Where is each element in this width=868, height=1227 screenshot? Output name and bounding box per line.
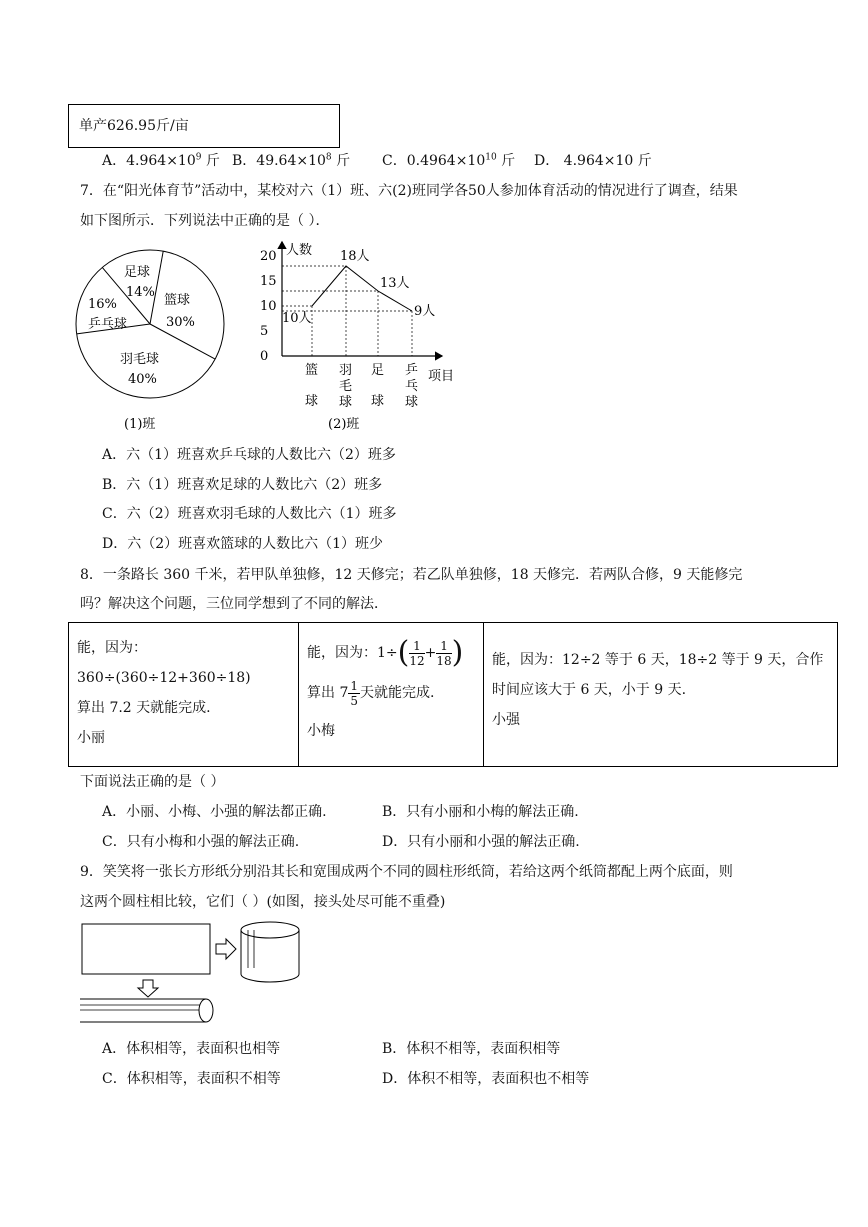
line-chart: [250, 236, 460, 436]
q7-option-c[interactable]: C．六（2）班喜欢羽毛球的人数比六（1）班多: [102, 506, 397, 522]
q8-stem-line1: 8．一条路长 360 千米，若甲队单独修，12 天修完；若乙队单独修，18 天修完．若两队合修，9 天能修完: [80, 567, 743, 583]
q7-stem-line1: 7．在“阳光体育节”活动中，某校对六（1）班、六(2)班同学各50人参加体育活动的情况进行了调查，结果: [80, 183, 738, 199]
name-xiaoqiang: 小强: [492, 712, 520, 728]
q9-option-d[interactable]: D．体积不相等，表面积也不相等: [382, 1071, 590, 1087]
y-tick-5: 5: [260, 324, 269, 339]
paper-rectangle: [82, 924, 210, 974]
yield-text: 单产626.95斤/亩: [79, 118, 189, 134]
solution-xiaoqiang: 能，因为：12÷2 等于 6 天，18÷2 等于 9 天，合作 时间应该大于 6 天，小于 9 天. 小强: [484, 623, 838, 767]
q7-option-b[interactable]: B．六（1）班喜欢足球的人数比六（2）班多: [102, 477, 383, 493]
q6-option-d[interactable]: D． 4.964×10 斤: [534, 153, 652, 169]
pie-chart: [70, 236, 240, 436]
vertical-cylinder: [241, 922, 299, 982]
q6-option-c[interactable]: C．$0.4964\times 10^{10}$ 斤: [382, 152, 516, 169]
x-category-1: 羽毛球: [339, 363, 353, 410]
x-category-2: 足球: [371, 363, 385, 409]
q9-option-a[interactable]: A．体积相等，表面积也相等: [102, 1041, 281, 1057]
q6-option-a[interactable]: A．$4.964\times 10^9$ 斤: [102, 152, 220, 169]
point-label-3: 9人: [414, 304, 436, 319]
q7-option-a[interactable]: A．六（1）班喜欢乒乓球的人数比六（2）班多: [102, 447, 396, 463]
q9-option-b[interactable]: B．体积不相等，表面积相等: [382, 1041, 561, 1057]
arrow-down-icon: [138, 980, 158, 997]
q8-option-c[interactable]: C．只有小梅和小强的解法正确.: [102, 834, 300, 850]
point-label-2: 13人: [380, 276, 410, 291]
y-tick-20: 20: [260, 249, 277, 264]
name-xiaoli: 小丽: [77, 730, 105, 746]
q9-option-c[interactable]: C．体积相等，表面积不相等: [102, 1071, 281, 1087]
y-tick-15: 15: [260, 274, 277, 289]
pie-label-football-pct: 14%: [126, 285, 155, 300]
q8-option-a[interactable]: A．小丽、小梅、小强的解法都正确.: [102, 804, 327, 820]
horizontal-cylinder: [80, 999, 213, 1022]
solution-xiaoli: 能，因为： 360÷(360÷12+360÷18) 算出 7.2 天就能完成. 小丽: [69, 623, 299, 767]
pie-label-pingpong: 乒乓球: [88, 317, 128, 332]
point-labels: [282, 249, 435, 326]
pie-label-badminton-pct: 40%: [128, 372, 157, 387]
pie-label-basketball-pct: 30%: [166, 315, 195, 330]
y-axis-label: 人数: [286, 243, 313, 258]
q8-stem-line2: 吗？解决这个问题，三位同学想到了不同的解法．: [80, 596, 388, 612]
q8-option-b[interactable]: B．只有小丽和小梅的解法正确.: [382, 804, 579, 820]
point-label-1: 18人: [340, 249, 370, 264]
pie-label-pingpong-pct: 16%: [88, 297, 117, 312]
arrow-right-icon: [216, 939, 236, 959]
y-tick-10: 10: [260, 299, 277, 314]
pie-caption: (1)班: [124, 417, 156, 432]
x-category-0: 篮球: [305, 363, 319, 409]
x-category-3: 乒乓球: [405, 363, 419, 410]
q6-option-b[interactable]: B．$49.64\times 10^8$ 斤: [232, 152, 351, 169]
pie-label-football: 足球: [124, 265, 151, 280]
pie-label-badminton: 羽毛球: [120, 352, 160, 367]
pie-label-basketball: 篮球: [164, 293, 191, 308]
point-label-0: 10人: [282, 311, 312, 326]
q8-option-d[interactable]: D．只有小丽和小强的解法正确.: [382, 834, 580, 850]
q9-stem-line1: 9．笑笑将一张长方形纸分别沿其长和宽围成两个不同的圆柱形纸筒，若给这两个纸筒都配上两个底面，则: [80, 864, 733, 880]
x-axis-label: 项目: [428, 369, 455, 384]
yield-box: [68, 104, 340, 148]
x-categories: [305, 363, 418, 410]
name-xiaomei: 小梅: [307, 723, 335, 739]
y-ticks: [260, 249, 277, 364]
q9-stem-line2: 这两个圆柱相比较，它们（ ）(如图，接头处尽可能不重叠): [80, 894, 446, 910]
solutions-table: [68, 622, 838, 767]
y-tick-0: 0: [260, 349, 269, 364]
q7-option-d[interactable]: D．六（2）班喜欢篮球的人数比六（1）班少: [102, 536, 384, 552]
solution-xiaomei: 能，因为：1÷( $\frac{1}{12}$ + $\frac{1}{18}$ ) 算出 7 $\frac{1}{5}$ 天就能完成. 小梅: [299, 623, 484, 767]
q8-question: 下面说法正确的是（ ）: [80, 774, 225, 790]
cylinder-figure: [76, 918, 306, 1030]
line-caption: (2)班: [328, 417, 360, 432]
q7-stem-line2: 如下图所示．下列说法中正确的是（ ）．: [80, 213, 330, 229]
